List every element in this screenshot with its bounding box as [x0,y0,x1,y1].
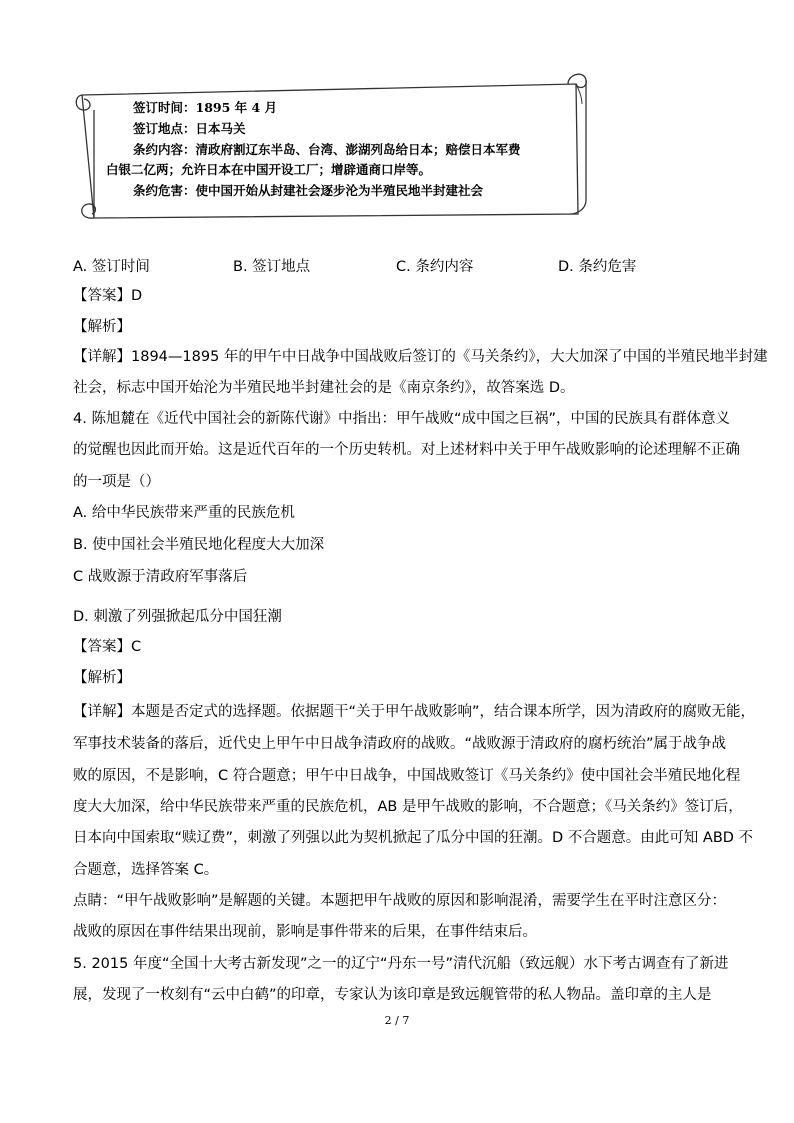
q4-analysis-tag: 【解析】 [73,670,131,686]
scroll-line-content-cont: 白银二亿两；允许日本在中国开设工厂；增辟通商口岸等。 [106,162,432,177]
q4-option-b: B. 使中国社会半殖民地化程度大大加深 [73,537,325,553]
page-number: 2 / 7 [384,1014,410,1027]
q3-option-d: D. 条约危害 [558,259,637,275]
q4-detail-4: 度大大加深，给中华民族带来严重的民族危机，AB 是甲午战败的影响，不合题意；《马关条约》签订后， [73,799,743,815]
answer-tag: 【答案】 [73,288,131,304]
scroll-line-harm: 条约危害：使中国开始从封建社会逐步沦为半殖民地半封建社会 [133,183,484,198]
q4-detail-3: 败的原因，不是影响，C 符合题意；甲午中日战争，中国战败签订《马关条约》使中国社会半殖民地化程 [73,768,741,784]
scroll-line-date: 签订时间：1895 年 4 月 [133,100,278,115]
q3-answer [73,286,142,306]
q3-option-b: B. 签订地点 [233,259,311,275]
q4-answer [73,637,141,657]
detail-text: 1894—1895 年的甲午中日战争中国战败后签订的《马关条约》，大大加深了中国的半殖民地半封建 [131,349,768,365]
answer-value: C [131,639,142,655]
detail-tag: 【详解】 [73,349,131,365]
q4-stem-1: 4. 陈旭麓在《近代中国社会的新陈代谢》中指出：甲午战败“成中国之巨祸”，中国的民族具有群体意义 [73,411,730,427]
q4-option-c: C 战败源于清政府军事落后 [73,569,248,585]
scroll-line-content: 条约内容：清政府割辽东半岛、台湾、澎湖列岛给日本；赔偿日本军费 [133,142,521,157]
q3-detail-2: 社会，标志中国开始沦为半殖民地半封建社会的是《南京条约》，故答案选 D。 [73,380,575,396]
q5-stem-1: 5. 2015 年度“全国十大考古新发现”之一的辽宁“丹东一号”清代沉船（致远舰）水下考古调查有了新进 [73,956,729,972]
q3-option-a: A. 签订时间 [73,259,150,275]
q3-option-c: C. 条约内容 [396,259,474,275]
q4-tip-1: 点睛：“甲午战败影响”是解题的关键。本题把甲午战败的原因和影响混淆，需要学生在平时注意区分： [73,893,727,909]
q4-option-d: D. 刺激了列强掀起瓜分中国狂潮 [73,609,282,625]
answer-value: D [131,288,143,304]
q4-detail-5: 日本向中国索取“赎辽费”，刺激了列强以此为契机掀起了瓜分中国的狂潮。D 不合题意。由此可知 ABD 不 [73,830,754,846]
q4-stem-2: 的觉醒也因此而开始。这是近代百年的一个历史转机。对上述材料中关于甲午战败影响的论述理解不正确 [73,442,740,458]
q3-analysis-tag: 【解析】 [73,319,131,335]
q5-stem-2: 展，发现了一枚刻有“云中白鹤”的印章，专家认为该印章是致远舰管带的私人物品。盖印章的主人是 [73,987,712,1003]
q4-option-a: A. 给中华民族带来严重的民族危机 [73,505,295,521]
q4-detail-2: 军事技术装备的落后，近代史上甲午中日战争清政府的战败。“战败源于清政府的腐朽统治”属于战争战 [73,736,727,752]
q4-detail-6: 合题意，选择答案 C。 [73,862,219,878]
q4-stem-3: 的一项是（） [73,474,160,490]
scroll-line-place: 签订地点：日本马关 [133,121,246,136]
q4-detail-1 [73,702,755,722]
detail-text: 本题是否定式的选择题。依据题干“关于甲午战败影响”，结合课本所学，因为清政府的腐败无能， [131,704,756,720]
detail-tag: 【详解】 [73,704,131,720]
answer-tag: 【答案】 [73,639,131,655]
q3-detail-1 [73,347,768,367]
q4-tip-2: 战败的原因在事件结果出现前，影响是事件带来的后果，在事件结束后。 [73,924,537,940]
